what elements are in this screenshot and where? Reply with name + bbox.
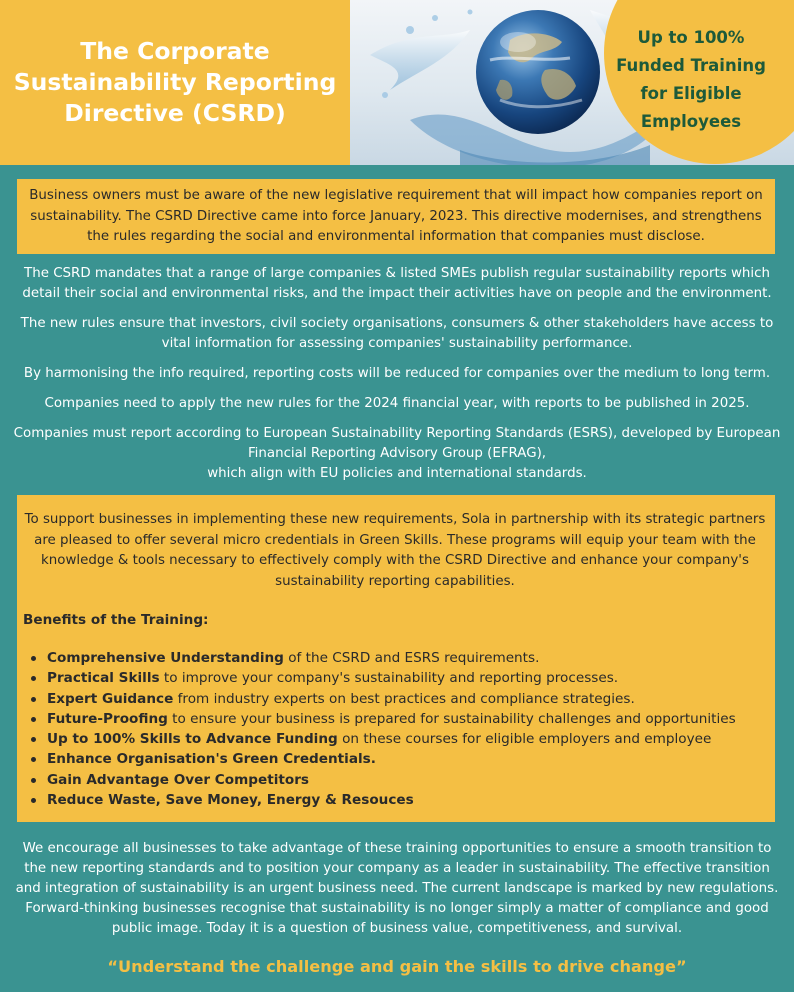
intro-text: Business owners must be aware of the new legislative requirement that will impact how companies report on sustainability. The CSRD Directive came into force January, 2023. This directive modernises, and strengthens the rules regarding the social and environmental information that companies must disclose. — [29, 188, 763, 244]
page-title: The Corporate Sustainability Reporting Directive (CSRD) — [13, 37, 337, 127]
benefit-text: of the CSRD and ESRS requirements. — [283, 650, 540, 666]
list-item — [23, 668, 767, 688]
benefit-text: from industry experts on best practices and compliance strategies. — [173, 690, 635, 707]
csrd-details — [10, 264, 784, 484]
paragraph: The new rules ensure that investors, civil society organisations, consumers & other stakeholders have access to vital information for assessing companies' sustainability performance. — [20, 316, 774, 351]
benefit-text: to ensure your business is prepared for sustainability challenges and opportunities — [167, 710, 736, 727]
benefit-bold: Expert Guidance — [47, 690, 174, 707]
benefit-bold: Comprehensive Understanding — [47, 650, 284, 666]
training-lead: To support businesses in implementing these new requirements, Sola in partnership with its strategic partners are pleased to offer several micro credentials in Green Skills. These programs will equip your team with the knowledge & tools necessary to effectively comply with the CSRD Directive and enhance your company's sustainability reporting capabilities. — [24, 512, 766, 589]
benefit-bold: Up to 100% Skills to Advance Funding — [47, 731, 338, 748]
list-item — [23, 749, 767, 769]
closing-text: We encourage all businesses to take advantage of these training opportunities to ensure a smooth transition to the new reporting standards and to position your company as a leader in sustainability. The effective transition and integration of sustainability is an urgent business need. The current landscape is marked by new regulations. Forward-thinking businesses recognise that sustainability is no longer simply a matter of compliance and good public image. Today it is a question of business value, competitiveness, and survival. — [15, 841, 779, 936]
list-item — [23, 790, 767, 810]
paragraph: The CSRD mandates that a range of large companies & listed SMEs publish regular sustainability reports which detail their social and environmental risks, and the impact their activities have on people and the environment. — [22, 266, 772, 301]
benefit-bold: Reduce Waste, Save Money, Energy & Resouces — [47, 792, 414, 809]
funding-badge-text: Up to 100% Funded Training for Eligible Employees — [616, 28, 766, 131]
benefit-text: on these courses for eligible employers and employee — [337, 731, 712, 748]
intro-panel — [17, 179, 775, 254]
title-box — [0, 0, 350, 165]
paragraph: Companies need to apply the new rules for the 2024 financial year, with reports to be published in 2025. — [44, 396, 750, 411]
list-item — [23, 729, 767, 749]
training-panel — [17, 495, 775, 822]
benefit-bold: Gain Advantage Over Competitors — [47, 771, 310, 788]
paragraph: By harmonising the info required, reporting costs will be reduced for companies over the medium to long term. — [23, 366, 771, 381]
list-item — [23, 689, 767, 709]
benefits-list — [23, 648, 767, 810]
list-item — [23, 648, 767, 668]
header — [0, 0, 794, 165]
list-item — [23, 709, 767, 729]
benefit-text: to improve your company's sustainability and reporting processes. — [159, 670, 619, 687]
benefits-title: Benefits of the Training: — [23, 612, 209, 628]
paragraph: Companies must report according to European Sustainability Reporting Standards (ESRS), developed by European Financial Reporting Advisory Group (EFRAG), — [13, 426, 781, 461]
benefit-bold: Future-Proofing — [47, 710, 168, 727]
paragraph: which align with EU policies and international standards. — [207, 466, 587, 481]
tagline-quote: “Understand the challenge and gain the skills to drive change” — [107, 957, 687, 976]
benefit-bold: Practical Skills — [47, 670, 160, 687]
benefit-bold: Enhance Organisation's Green Credentials. — [47, 751, 376, 768]
list-item — [23, 770, 767, 790]
